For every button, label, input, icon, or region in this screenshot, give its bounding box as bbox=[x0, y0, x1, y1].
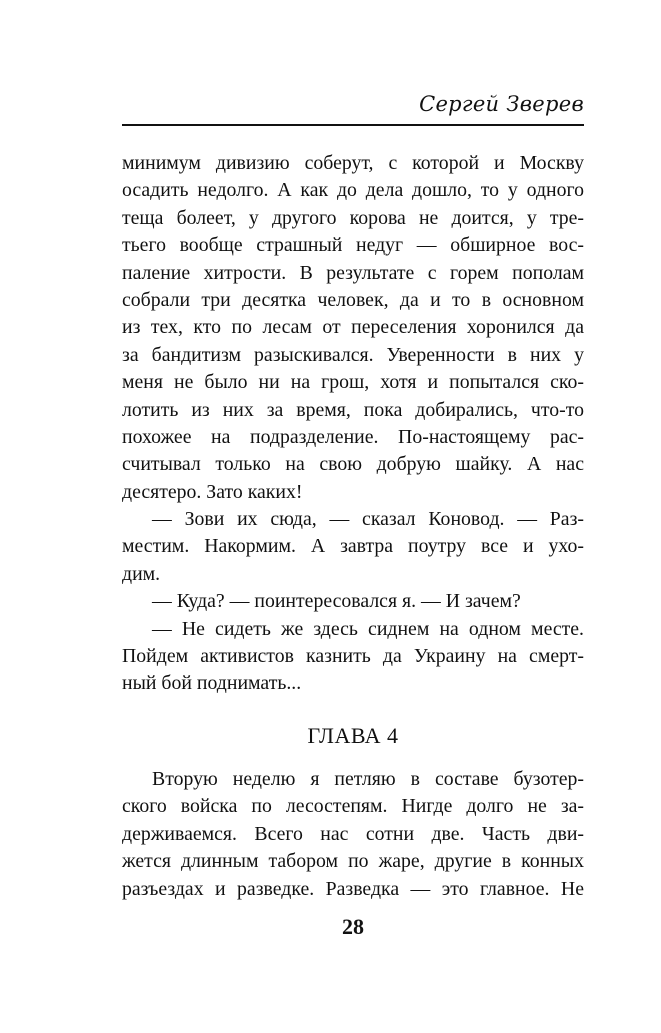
text-line: — Куда? — поинтересовался я. — И зачем? bbox=[152, 590, 521, 613]
text-line: считывал только на свою добрую шайку. А нас bbox=[122, 453, 584, 476]
header-rule bbox=[122, 124, 584, 126]
text-line: Пойдем активистов казнить да Украину на смерт- bbox=[122, 645, 584, 668]
body-text-after-chapter bbox=[122, 766, 584, 903]
text-line: из тех, кто по лесам от переселения хоронился да bbox=[122, 316, 584, 339]
chapter-title: ГЛАВА 4 bbox=[307, 723, 399, 748]
text-line: ского войска по лесостепям. Нигде долго не за- bbox=[122, 795, 584, 818]
text-line: тьего вообще страшный недуг — обширное вос- bbox=[122, 234, 584, 257]
text-line: Вторую неделю я петляю в составе бузотер- bbox=[152, 768, 584, 790]
text-line: — Не сидеть же здесь сиднем на одном месте. bbox=[152, 617, 584, 640]
text-line: паление хитрости. В результате с горем пополам bbox=[122, 261, 584, 284]
text-line: похожее на подразделение. По-настоящему рас- bbox=[122, 425, 584, 448]
page-number: 28 bbox=[342, 914, 364, 939]
text-line: ный бой поднимать... bbox=[122, 672, 302, 695]
text-line: меня не было ни на грош, хотя и попытался ско- bbox=[122, 371, 584, 394]
running-head-author: Сергей Зверев bbox=[419, 92, 584, 116]
text-line: держиваемся. Всего нас сотни две. Часть дви- bbox=[122, 822, 584, 845]
body-text-before-chapter bbox=[122, 150, 584, 698]
text-line: местим. Накормим. А завтра поутру все и ухо- bbox=[122, 535, 584, 558]
text-line: десятеро. Зато каких! bbox=[122, 480, 303, 503]
text-line: осадить недолго. А как до дела дошло, то у одного bbox=[122, 179, 584, 202]
text-line: собрали три десятка человек, да и то в основном bbox=[122, 288, 584, 311]
text-line: — Зови их сюда, — сказал Коновод. — Раз- bbox=[152, 508, 584, 531]
text-line: минимум дивизию соберут, с которой и Москву bbox=[122, 152, 584, 174]
text-line: жется длинным табором по жаре, другие в конных bbox=[122, 850, 584, 873]
text-line: теща болеет, у другого корова не доится, у тре- bbox=[122, 206, 584, 229]
text-line: лотить из них за время, пока добирались, что-то bbox=[122, 398, 584, 421]
text-line: дим. bbox=[122, 562, 161, 585]
text-line: за бандитизм разыскивался. Уверенности в них у bbox=[122, 343, 584, 366]
text-line: разъездах и разведке. Разведка — это главное. Не bbox=[122, 877, 584, 900]
